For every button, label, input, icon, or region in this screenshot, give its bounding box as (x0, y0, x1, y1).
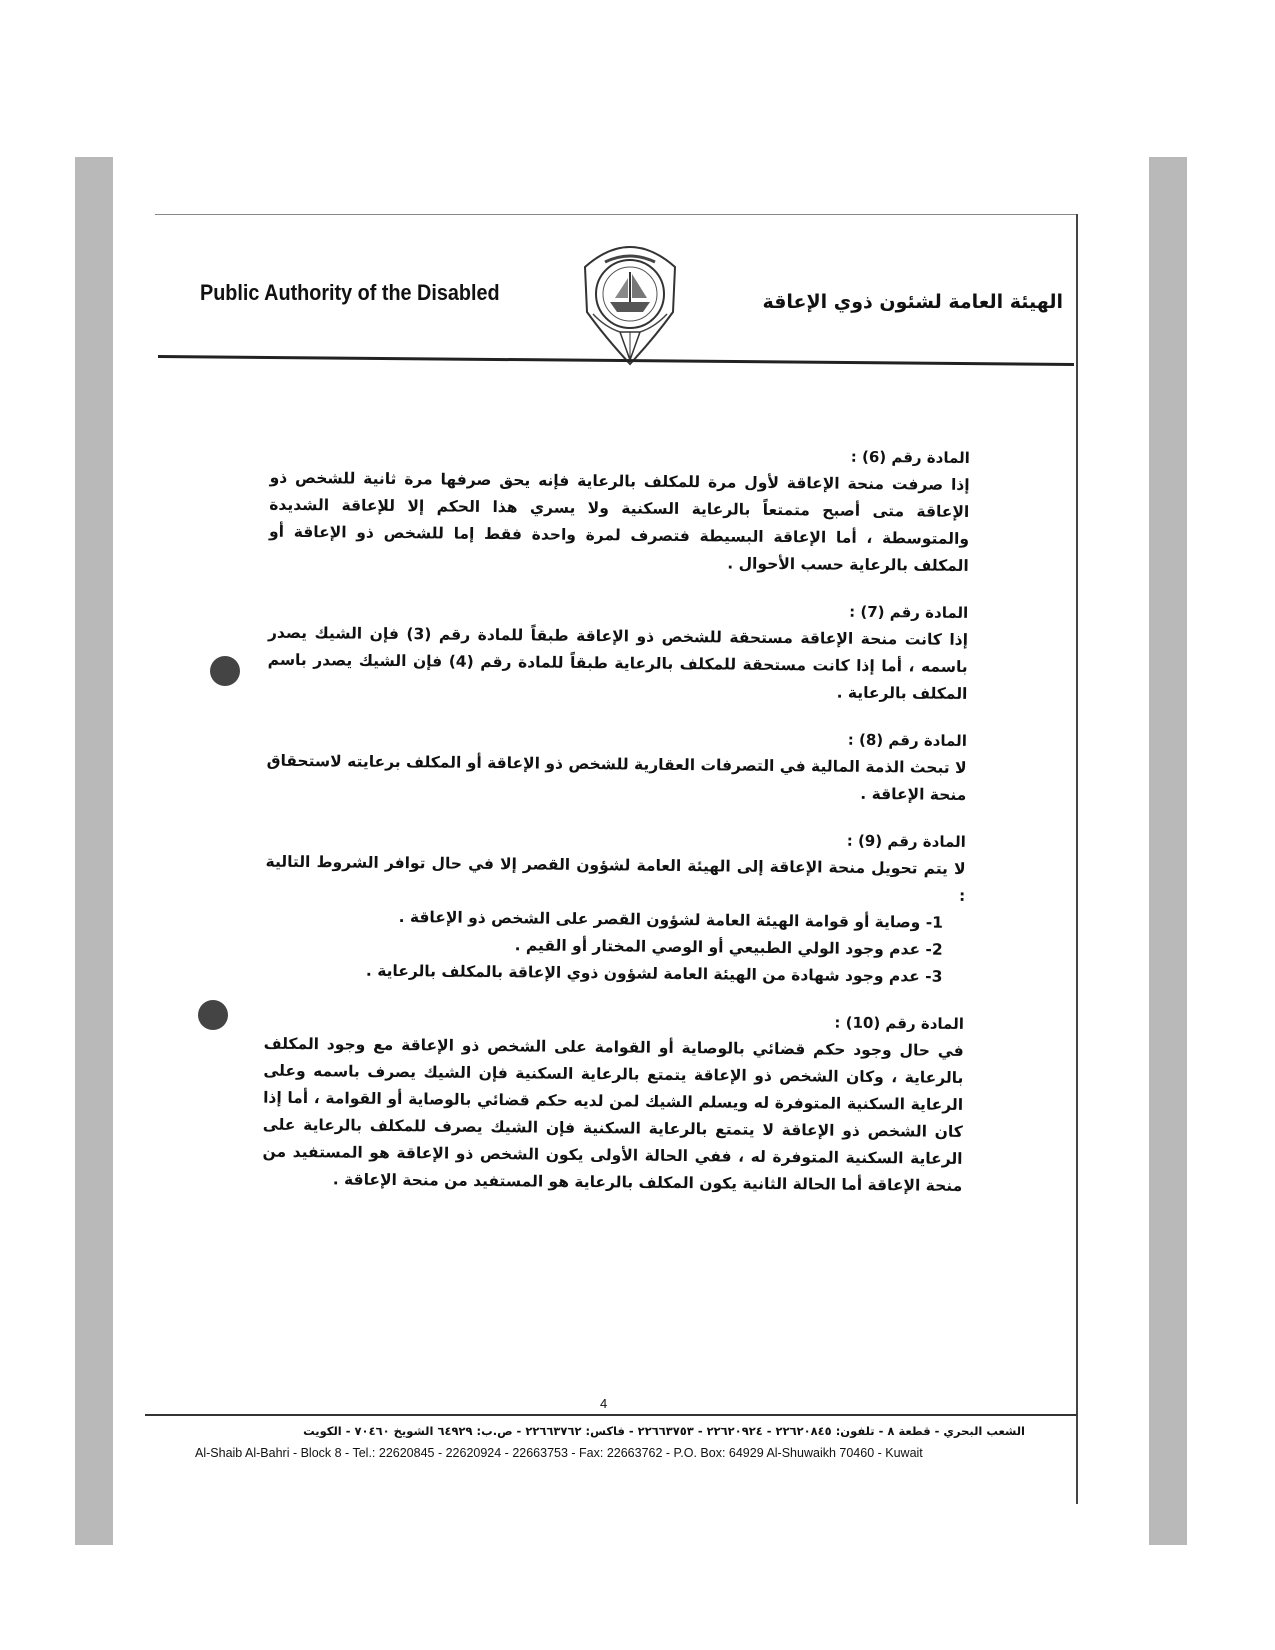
article-text: لا يتم تحويل منحة الإعاقة إلى الهيئة العامة لشؤون القصر إلا في حال توافر الشروط التالية : (265, 852, 966, 905)
article-title: المادة رقم (9) : (846, 831, 966, 851)
article-8 (266, 721, 967, 809)
punch-hole (198, 1000, 228, 1030)
footer-address-arabic: الشعب البحري - قطعة ٨ - تلفون: ٢٢٦٢٠٨٤٥ - ٢٢٦٢٠٩٢٤ - ٢٢٦٦٣٧٥٣ - فاكس: ٢٢٦٦٣٧٦٢ - ص.ب: ٦٤٩٢٩ الشويخ ٧٠٤٦٠ - الكويت (303, 1424, 1025, 1438)
condition-item: 2- عدم وجود الولي الطبيعي أو الوصي المختار أو القيم . (514, 936, 943, 959)
article-text: لا تبحث الذمة المالية في التصرفات العقارية للشخص ذو الإعاقة أو المكلف برعايته لاستحقاق منحة الإعاقة . (266, 751, 967, 804)
article-10 (262, 1004, 964, 1200)
conditions-list (264, 903, 965, 991)
footer-address-english: Al-Shaib Al-Bahri - Block 8 - Tel.: 22620845 - 22620924 - 22663753 - Fax: 22663762 - P.O. Box: 64929 Al-Shuwaikh 70460 - Kuwait (195, 1446, 923, 1460)
org-name-arabic: الهيئة العامة لشئون ذوي الإعاقة (762, 291, 1063, 313)
state-emblem-icon (575, 232, 685, 367)
footer-divider (145, 1414, 1077, 1416)
article-text: إذا صرفت منحة الإعاقة لأول مرة للمكلف بالرعاية فإنه يحق صرفها مرة ثانية للشخص ذو الإعاقة متى أصبح متمتعاً بالرعاية السكنية ولا يسري هذا الحكم إلا للإعاقة الشديدة والمتوسطة ، أما الإعاقة البسيطة فتصرف لمرة واحدة فقط إما للشخص ذو الإعاقة أو المكلف بالرعاية حسب الأحوال . (268, 468, 970, 575)
org-name-english: Public Authority of the Disabled (200, 280, 500, 305)
article-9 (264, 822, 966, 991)
article-text: إذا كانت منحة الإعاقة مستحقة للشخص ذو الإعاقة طبقاً للمادة رقم (3) فإن الشيك يصدر باسمه ، أما إذا كانت مستحقة للمكلف بالرعاية طبقاً للمادة رقم (4) فإن الشيك يصدر باسم المكلف بالرعاية . (267, 623, 969, 703)
scan-edge-left (75, 157, 113, 1545)
condition-item: 1- وصاية أو قوامة الهيئة العامة لشؤون القصر على الشخص ذو الإعاقة . (398, 908, 944, 932)
article-title: المادة رقم (8) : (847, 730, 967, 750)
article-7 (267, 593, 968, 708)
article-title: المادة رقم (7) : (849, 602, 969, 622)
page-number: 4 (600, 1396, 608, 1411)
page-frame-right (1076, 214, 1078, 1504)
article-6 (269, 438, 970, 580)
article-title: المادة رقم (10) : (834, 1013, 965, 1033)
condition-item: 3- عدم وجود شهادة من الهيئة العامة لشؤون ذوي الإعاقة بالمكلف بالرعاية . (365, 961, 943, 986)
punch-hole (210, 656, 240, 686)
scan-edge-right (1149, 157, 1187, 1545)
page-frame-top (155, 214, 1077, 215)
document-body (262, 438, 970, 1220)
article-title: المادة رقم (6) : (850, 447, 970, 467)
article-text: في حال وجود حكم قضائي بالوصاية أو القوامة على الشخص ذو الإعاقة مع وجود المكلف بالرعاية ، وكان الشخص ذو الإعاقة يتمتع بالرعاية السكنية فإن الشيك يصرف باسمه وعلى الرعاية السكنية المتوفرة له ويسلم الشيك لمن لديه حكم قضائي بالوصاية أو القوامة ، أما إذا كان الشخص ذو الإعاقة لا يتمتع بالرعاية السكنية فإن الشيك يصرف للمكلف بالرعاية على الرعاية السكنية المتوفرة له ، ففي الحالة الأولى يكون الشخص ذو الإعاقة هو المستفيد من منحة الإعاقة أما الحالة الثانية يكون المكلف بالرعاية هو المستفيد من منحة الإعاقة . (262, 1034, 964, 1195)
